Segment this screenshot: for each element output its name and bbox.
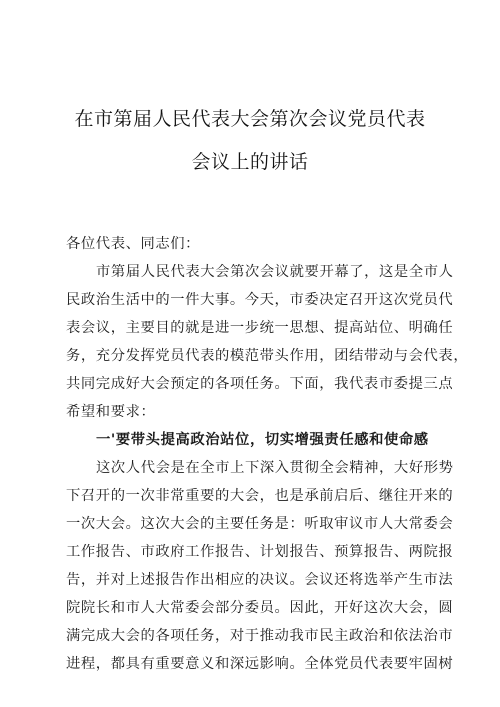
document-title-line-2: 会议上的讲话: [191, 151, 309, 173]
body-line: 表会议，主要目的就是进一步统一思想、提高站位、明确任: [66, 320, 454, 336]
body-line: 一次大会。这次大会的主要任务是：听取审议市人大常委会: [66, 516, 454, 532]
body-line: 院院长和市人大常委会部分委员。因此，开好这次大会，圆: [66, 600, 454, 616]
body-line: 进程，都具有重要意义和深远影响。全体党员代表要牢固树: [66, 656, 454, 672]
body-line: 满完成大会的各项任务，对于推动我市民主政治和依法治市: [66, 628, 454, 644]
body-line: 下召开的一次非常重要的大会，也是承前启后、继往开来的: [66, 488, 454, 504]
body-line: 希望和要求：: [66, 404, 156, 420]
body-line: 共同完成好大会预定的各项任务。下面，我代表市委提三点: [66, 376, 454, 392]
document-title-line-1: 在市第届人民代表大会第次会议党员代表: [74, 108, 426, 130]
body-line: 务，充分发挥党员代表的模范带头作用，团结带动与会代表，: [66, 348, 469, 364]
body-line: 告，并对上述报告作出相应的决议。会议还将选举产生市法: [66, 572, 454, 588]
body-line: 工作报告、市政府工作报告、计划报告、预算报告、两院报: [66, 544, 454, 560]
body-line: 民政治生活中的一件大事。今天，市委决定召开这次党员代: [66, 292, 454, 308]
body-line: 市第届人民代表大会第次会议就要开幕了，这是全市人: [96, 264, 454, 280]
salutation: 各位代表、同志们：: [66, 236, 201, 252]
body-line: 这次人代会是在全市上下深入贯彻全会精神，大好形势: [96, 460, 454, 476]
section-heading: 一'要带头提高政治站位，切实增强责任感和使命感: [96, 432, 429, 448]
